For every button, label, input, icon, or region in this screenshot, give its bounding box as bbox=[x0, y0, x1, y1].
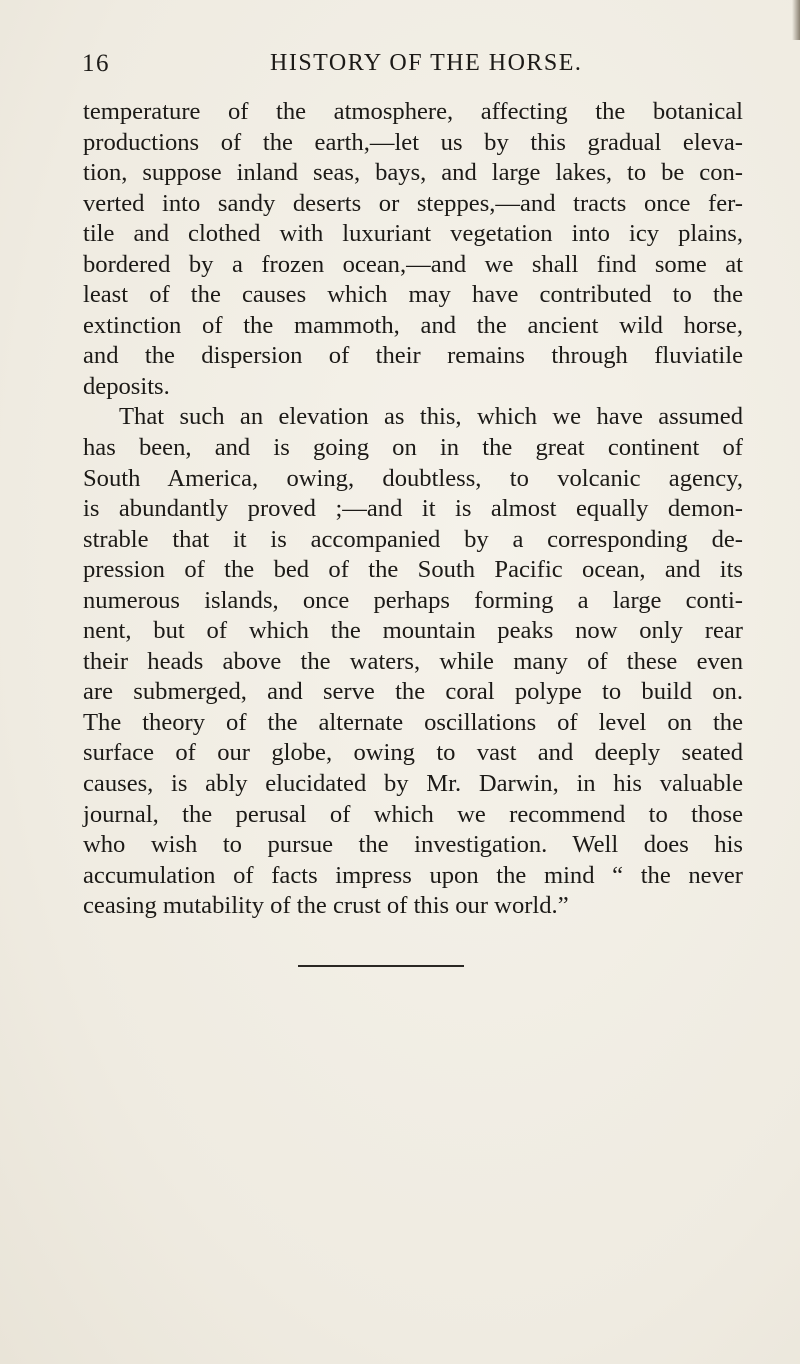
page-edge-shadow bbox=[792, 0, 800, 40]
text-line: nent, but of which the mountain peaks now only rear bbox=[83, 617, 743, 645]
text-line: numerous islands, once perhaps forming a large conti- bbox=[83, 586, 743, 614]
page-number: 16 bbox=[82, 50, 110, 77]
text-line: South America, owing, doubtless, to volcanic agency, bbox=[83, 464, 743, 492]
text-line: deposits. bbox=[83, 372, 170, 400]
text-line: is abundantly proved ;—and it is almost equally demon- bbox=[83, 495, 743, 523]
section-divider-rule bbox=[298, 965, 464, 967]
body-text bbox=[83, 97, 783, 922]
text-line: strable that it is accompanied by a corresponding de- bbox=[83, 525, 743, 553]
text-line: extinction of the mammoth, and the ancient wild horse, bbox=[83, 311, 743, 339]
text-line: surface of our globe, owing to vast and deeply seated bbox=[83, 739, 743, 767]
text-line: The theory of the alternate oscillations of level on the bbox=[83, 708, 743, 736]
text-line: ceasing mutability of the crust of this our world.” bbox=[83, 892, 569, 920]
text-line: journal, the perusal of which we recommend to those bbox=[83, 800, 743, 828]
text-line: temperature of the atmosphere, affecting the botanical bbox=[83, 98, 743, 125]
text-line: That such an elevation as this, which we have assumed bbox=[119, 403, 743, 431]
text-line: verted into sandy deserts or steppes,—and tracts once fer- bbox=[83, 189, 743, 217]
page-header bbox=[82, 50, 742, 84]
text-line: least of the causes which may have contributed to the bbox=[83, 281, 743, 309]
text-line: pression of the bed of the South Pacific ocean, and its bbox=[83, 556, 743, 584]
text-line: causes, is ably elucidated by Mr. Darwin, in his valuable bbox=[83, 770, 743, 798]
text-line: who wish to pursue the investigation. Well does his bbox=[83, 831, 743, 859]
running-title: HISTORY OF THE HORSE. bbox=[270, 50, 583, 76]
text-line: has been, and is going on in the great continent of bbox=[83, 434, 743, 462]
text-line: bordered by a frozen ocean,—and we shall find some at bbox=[83, 250, 743, 278]
text-line: are submerged, and serve the coral polype to build on. bbox=[83, 678, 743, 706]
text-line: and the dispersion of their remains through fluviatile bbox=[83, 342, 743, 370]
text-line: productions of the earth,—let us by this gradual eleva- bbox=[83, 128, 743, 156]
text-line: their heads above the waters, while many of these even bbox=[83, 647, 743, 675]
text-line: accumulation of facts impress upon the mind “ the never bbox=[83, 861, 743, 889]
text-line: tion, suppose inland seas, bays, and large lakes, to be con- bbox=[83, 159, 743, 187]
text-line: tile and clothed with luxuriant vegetation into icy plains, bbox=[83, 220, 743, 248]
